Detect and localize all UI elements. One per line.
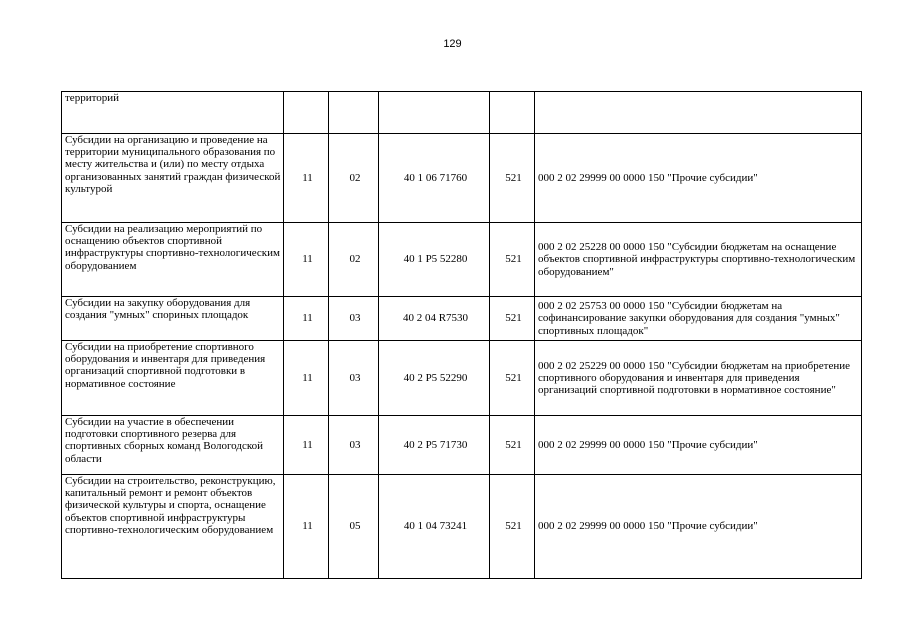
row-name: Субсидии на строительство, реконструкцию, капитальный ремонт и ремонт объектов физической культуры и спорта, оснащение объектов спортивной инфраструктуры спортивно-технологическим оборудованием bbox=[65, 475, 276, 536]
row-income-code: 000 2 02 25228 00 0000 150 "Субсидии бюджетам на оснащение объектов спортивной инфраструктуры спортивно-технологическим оборудованием" bbox=[535, 223, 862, 297]
table-row bbox=[62, 341, 862, 416]
row-section: 11 bbox=[284, 416, 329, 475]
row-subsection: 02 bbox=[329, 134, 379, 223]
row-income-code: 000 2 02 25753 00 0000 150 "Субсидии бюджетам на софинансирование закупки оборудования для создания "умных" спортивных площадок" bbox=[535, 297, 862, 341]
row-income-code: 000 2 02 29999 00 0000 150 "Прочие субсидии" bbox=[535, 134, 862, 223]
row-name-cell bbox=[62, 92, 284, 134]
row-expense-kind: 521 bbox=[490, 341, 535, 416]
row-subsection: 03 bbox=[329, 416, 379, 475]
row-subsection: 02 bbox=[329, 223, 379, 297]
row-target-article bbox=[379, 92, 490, 134]
row-name: Субсидии на реализацию мероприятий по оснащению объектов спортивной инфраструктуры спортивно-технологическим оборудованием bbox=[65, 223, 280, 272]
row-target-article: 40 2 04 R7530 bbox=[379, 297, 490, 341]
row-target-article: 40 1 06 71760 bbox=[379, 134, 490, 223]
row-section: 11 bbox=[284, 475, 329, 579]
row-subsection bbox=[329, 92, 379, 134]
row-expense-kind: 521 bbox=[490, 475, 535, 579]
row-income-code: 000 2 02 25229 00 0000 150 "Субсидии бюджетам на приобретение спортивного оборудования и инвентаря для приведения организаций спортивной подготовки в нормативное состояние" bbox=[535, 341, 862, 416]
row-target-article: 40 1 04 73241 bbox=[379, 475, 490, 579]
row-subsection: 05 bbox=[329, 475, 379, 579]
row-name-cell bbox=[62, 475, 284, 579]
row-expense-kind: 521 bbox=[490, 134, 535, 223]
table-row bbox=[62, 475, 862, 579]
row-name-cell bbox=[62, 416, 284, 475]
table-row bbox=[62, 416, 862, 475]
row-target-article: 40 2 P5 52290 bbox=[379, 341, 490, 416]
row-name: Субсидии на приобретение спортивного оборудования и инвентаря для приведения организаций спортивной подготовки в нормативное состояние bbox=[65, 341, 266, 390]
row-subsection: 03 bbox=[329, 341, 379, 416]
row-target-article: 40 2 P5 71730 bbox=[379, 416, 490, 475]
subsidies-table bbox=[61, 91, 862, 579]
row-income-code bbox=[535, 92, 862, 134]
row-section: 11 bbox=[284, 341, 329, 416]
row-income-code: 000 2 02 29999 00 0000 150 "Прочие субсидии" bbox=[535, 416, 862, 475]
page-number: 129 bbox=[443, 38, 462, 50]
row-name: Субсидии на закупку оборудования для создания "умных" спориных площадок bbox=[65, 297, 251, 322]
row-name: территорий bbox=[65, 92, 120, 104]
row-section bbox=[284, 92, 329, 134]
row-name-cell bbox=[62, 134, 284, 223]
row-name-cell bbox=[62, 297, 284, 341]
row-expense-kind: 521 bbox=[490, 297, 535, 341]
table-row bbox=[62, 223, 862, 297]
row-subsection: 03 bbox=[329, 297, 379, 341]
row-expense-kind bbox=[490, 92, 535, 134]
row-expense-kind: 521 bbox=[490, 416, 535, 475]
row-name: Субсидии на участие в обеспечении подготовки спортивного резерва для спортивных сборных команд Вологодской области bbox=[65, 416, 264, 465]
row-name-cell bbox=[62, 223, 284, 297]
row-name-cell bbox=[62, 341, 284, 416]
row-section: 11 bbox=[284, 297, 329, 341]
row-income-code: 000 2 02 29999 00 0000 150 "Прочие субсидии" bbox=[535, 475, 862, 579]
table-row bbox=[62, 92, 862, 134]
table-row bbox=[62, 297, 862, 341]
row-section: 11 bbox=[284, 223, 329, 297]
row-section: 11 bbox=[284, 134, 329, 223]
table-row bbox=[62, 134, 862, 223]
row-expense-kind: 521 bbox=[490, 223, 535, 297]
row-target-article: 40 1 P5 52280 bbox=[379, 223, 490, 297]
row-name: Субсидии на организацию и проведение на территории муниципального образования по месту жительства и (или) по месту отдыха организованных занятий граждан физической культурой bbox=[65, 134, 281, 195]
